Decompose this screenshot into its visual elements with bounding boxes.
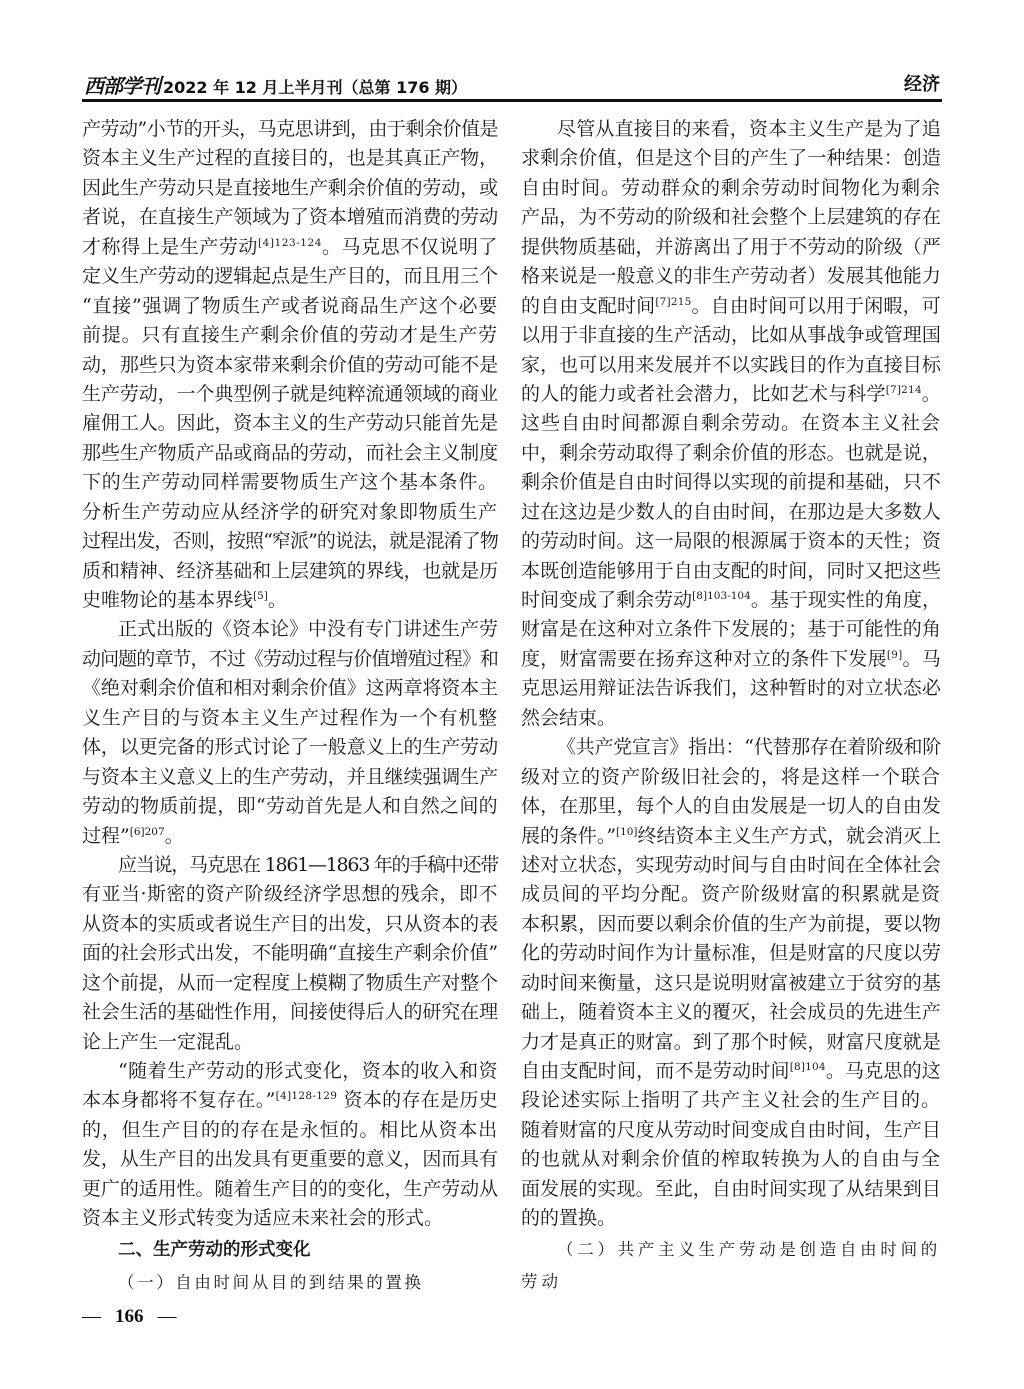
text-line (82, 527, 498, 556)
text-line-content: 论上产生一定混乱。 (82, 1030, 254, 1053)
right-column (521, 115, 941, 1297)
text-line (521, 763, 941, 792)
text-line-content: 述对立状态，实现劳动时间与自由时间在全体社会 (521, 853, 941, 876)
text-line-content: 面发展的实现。至此，自由时间实现了从结果到目 (521, 1177, 941, 1200)
text-line (521, 380, 941, 409)
text-line-content (82, 233, 498, 262)
text-line-content: （二）共产主义生产劳动是创造自由时间的 (557, 1239, 941, 1259)
text-line-content: 这些自由时间都源自剩余劳动。在资本主义社会 (521, 412, 941, 435)
text-line (521, 233, 941, 262)
text-line-content: 化的劳动时间作为计量标准，但是财富的尺度以劳 (521, 942, 941, 965)
citation-superscript: [8]103-104 (692, 590, 751, 602)
text-line-content: 的也就从对剩余价值的榨取转换为人的自由与全 (521, 1148, 941, 1171)
text-line (521, 498, 941, 527)
text-line (521, 586, 941, 615)
text-segment: 的人的能力或者社会潜力，比如艺术与科学 (521, 382, 886, 405)
text-line (521, 1175, 941, 1204)
citation-superscript: [4]128-129 (275, 1090, 338, 1103)
text-segment: 度，财富需要在扬弃这种对立的条件下发展 (521, 647, 887, 670)
text-line (521, 969, 941, 998)
text-line-content (521, 1057, 941, 1086)
text-line (521, 733, 941, 762)
text-line-content: 本积累，因而要以剩余价值的生产为前提，要以物 (521, 912, 941, 935)
text-line (521, 557, 941, 586)
text-line-content: 有亚当·斯密的资产阶级经济学思想的残余，即不 (82, 883, 498, 906)
paragraph (82, 615, 498, 851)
text-line-content: 级对立的资产阶级旧社会的，将是这样一个联合 (521, 765, 941, 788)
text-line (521, 174, 941, 203)
text-line-content: 过程出发，否则，按照“窄派”的说法，就是混淆了物 (82, 530, 498, 553)
text-line-content: 过在这边是少数人的自由时间，在那边是大多数人 (521, 500, 941, 523)
text-line-content: 从资本的实质或者说生产目的出发，只从资本的表 (82, 912, 498, 935)
text-line (521, 203, 941, 232)
text-line-content (82, 822, 184, 851)
text-line (521, 1116, 941, 1145)
text-segment: 终结资本主义生产方式，就会消灭上 (637, 824, 941, 847)
text-line (82, 674, 498, 703)
paragraph (521, 733, 941, 1233)
text-line-content: 前提。只有直接生产剩余价值的劳动才是生产劳 (82, 324, 498, 347)
text-line (521, 910, 941, 939)
text-line-content: 尽管从直接目的来看，资本主义生产是为了追 (557, 118, 941, 140)
text-line-content: 资本主义形式转变为适应未来社会的形式。 (82, 1207, 444, 1230)
text-line (521, 1145, 941, 1174)
text-line-content: 产劳动”小节的开头，马克思讲到，由于剩余价值是 (82, 118, 498, 140)
text-line-content: 动问题的章节，不过《劳动过程与价值增殖过程》和 (82, 647, 498, 670)
text-segment: 。马克思不仅说明了 (322, 235, 498, 258)
text-line (82, 1175, 498, 1204)
citation-superscript: [4]123-124 (257, 236, 322, 249)
text-line-content: 剩余价值是自由时间得以实现的前提和基础，只不 (521, 471, 941, 494)
text-line (521, 1266, 941, 1298)
text-line (521, 439, 941, 468)
text-line-content: 提供物质基础，并游离出了用于不劳动的阶级（严 (521, 235, 941, 258)
text-line-content: 与资本主义意义上的生产劳动，并且继续强调生产 (82, 765, 498, 788)
text-line (82, 880, 498, 909)
text-line (82, 1086, 498, 1115)
text-line-content (521, 586, 941, 615)
running-header (84, 70, 467, 99)
text-line (82, 203, 498, 232)
text-line-content: 生产劳动，一个典型例子就是纯粹流通领域的商业 (82, 382, 498, 405)
text-line (521, 115, 941, 144)
text-line-content: 劳动 (521, 1271, 562, 1291)
text-segment: 。 (267, 589, 287, 611)
citation-superscript: [10] (616, 825, 638, 838)
citation-superscript: [6]207 (129, 825, 165, 838)
paragraph (82, 115, 498, 615)
text-segment: 展的条件。” (521, 824, 617, 847)
paragraph (521, 115, 941, 733)
text-line-content: 随着财富的尺度从劳动时间变成自由时间，生产目 (521, 1118, 941, 1141)
text-line-content: 质和精神、经济基础和上层建筑的界线，也就是历 (82, 559, 498, 582)
citation-superscript: [7]214 (885, 383, 922, 396)
subsection-heading: （一）自由时间从目的到结果的置换 (118, 1272, 424, 1292)
text-line-content: 分析生产劳动应从经济学的研究对象即物质生产 (82, 500, 498, 523)
text-line-content: 《绝对剩余价值和相对剩余价值》这两章将资本主 (82, 677, 498, 700)
text-line (82, 233, 498, 262)
text-line (82, 439, 498, 468)
text-line (521, 321, 941, 350)
text-segment: 史唯物论的基本界线 (82, 589, 254, 611)
text-line-content: 资本主义生产过程的直接目的，也是其真正产物， (82, 147, 498, 170)
header-rule (82, 99, 942, 102)
text-line (521, 1234, 941, 1266)
left-column-body (82, 115, 498, 1234)
text-line-content: 段论述实际上指明了共产主义社会的生产目的。 (521, 1089, 941, 1112)
text-line (82, 1057, 498, 1086)
text-line (521, 262, 941, 291)
text-line (82, 792, 498, 821)
text-line (82, 1145, 498, 1174)
text-line (521, 792, 941, 821)
text-line (82, 380, 498, 409)
text-line-content (82, 586, 287, 615)
text-line-content: 社会生活的基础性作用，间接使得后人的研究在理 (82, 1001, 498, 1024)
text-segment: 。马克思的这 (825, 1060, 941, 1082)
text-line (82, 1204, 498, 1233)
paragraph (82, 851, 498, 1057)
text-line-content: 本既创造能够用于自由支配的时间，同时又把这些 (521, 559, 941, 582)
right-column-body (521, 115, 941, 1234)
text-line-content: “随着生产劳动的形式变化，资本的收入和资 (118, 1060, 498, 1082)
text-line-content: 雇佣工人。因此，资本主义的生产劳动只能首先是 (82, 412, 498, 435)
text-line (521, 527, 941, 556)
text-line (82, 292, 498, 321)
text-line-content: 克思运用辩证法告诉我们，这种暂时的对立状态必 (521, 677, 941, 700)
text-line-content: 《共产党宣言》指出：“代替那存在着阶级和阶 (557, 736, 941, 759)
text-line (82, 1116, 498, 1145)
text-segment: 。基于现实性的角度， (750, 589, 941, 611)
text-line (82, 557, 498, 586)
text-line (82, 586, 498, 615)
text-line (521, 704, 941, 733)
footer-dash-right: — (157, 1306, 177, 1327)
text-segment: 。 (921, 382, 941, 405)
text-line (82, 498, 498, 527)
text-line-content (521, 380, 941, 409)
text-line (82, 939, 498, 968)
text-line (82, 998, 498, 1027)
text-line-content: 应当说，马克思在 1861—1863 年的手稿中还带 (118, 853, 498, 876)
text-line (82, 645, 498, 674)
text-segment: 过程” (82, 824, 130, 847)
text-line (82, 822, 498, 851)
text-line-content: “直接”强调了物质生产或者说商品生产这个必要 (82, 294, 498, 317)
text-line (521, 1057, 941, 1086)
text-line (82, 851, 498, 880)
text-line (521, 851, 941, 880)
subsection-heading (521, 1234, 941, 1298)
section-heading: 二、生产劳动的形式变化 (118, 1239, 311, 1260)
text-line-content: 的劳动时间。这一局限的根源属于资本的天性；资 (521, 530, 941, 553)
text-line (521, 409, 941, 438)
text-line (521, 674, 941, 703)
text-line-content: 动时间来衡量，这只是说明财富被建立于贫穷的基 (521, 971, 941, 994)
text-line (82, 351, 498, 380)
text-line (82, 144, 498, 173)
text-segment: 本本身都将不复存在。” (82, 1089, 276, 1112)
text-line-content: 的的置换。 (521, 1207, 617, 1230)
text-segment: 的自由支配时间 (521, 294, 656, 317)
text-line-content: 然会结束。 (521, 706, 617, 729)
text-line (521, 615, 941, 644)
text-line (521, 1028, 941, 1057)
text-line-content: 者说，在直接生产领域为了资本增殖而消费的劳动 (82, 206, 498, 229)
citation-superscript: [7]215 (655, 295, 692, 308)
text-segment: 时间变成了剩余劳动 (521, 589, 693, 611)
text-line (521, 351, 941, 380)
text-line (82, 321, 498, 350)
text-line-content: 家，也可以用来发展并不以实践目的作为直接目标 (521, 353, 941, 376)
text-line-content: 定义生产劳动的逻辑起点是生产目的，而且用三个 (82, 265, 498, 288)
text-line-content: 面的社会形式出发，不能明确“直接生产剩余价值” (82, 942, 498, 965)
text-line-content: 础上，随着资本主义的覆灭，社会成员的先进生产 (521, 1001, 941, 1024)
text-segment: 。马 (902, 647, 941, 670)
text-line (521, 880, 941, 909)
text-line-content: 下的生产劳动同样需要物质生产这个基本条件。 (82, 471, 498, 494)
text-line-content: 这个前提，从而一定程度上模糊了物质生产对整个 (82, 971, 498, 994)
text-line (82, 763, 498, 792)
text-line (521, 144, 941, 173)
text-line (521, 939, 941, 968)
text-segment: 才称得上是生产劳动 (82, 235, 258, 258)
text-line (82, 1028, 498, 1057)
journal-logo: 西部学刊 (84, 74, 160, 98)
issue-info: 2022 年 12 月上半月刊（总第 176 期） (163, 78, 468, 97)
text-line (82, 910, 498, 939)
text-line-content: 自由时间。劳动群众的剩余劳动时间物化为剩余 (521, 176, 941, 199)
text-line (82, 174, 498, 203)
text-line-content: 体，在那里，每个人的自由发展是一切人的自由发 (521, 795, 941, 818)
paragraph (82, 1057, 498, 1234)
text-line (521, 998, 941, 1027)
text-line-content: 更广的适用性。随着生产目的的变化，生产劳动从 (82, 1177, 498, 1200)
text-line (521, 1086, 941, 1115)
text-line-content: 正式出版的《资本论》中没有专门讲述生产劳 (118, 618, 498, 641)
text-line-content: 中，剩余劳动取得了剩余价值的形态。也就是说， (521, 441, 941, 464)
text-line-content: 义生产目的与资本主义生产过程作为一个有机整 (82, 706, 498, 729)
text-line (82, 409, 498, 438)
text-line-content: 产品，为不劳动的阶级和社会整个上层建筑的存在 (521, 206, 941, 229)
text-segment: 自由支配时间，而不是劳动时间 (521, 1060, 790, 1082)
text-segment: 资本的存在是历史 (337, 1089, 498, 1112)
text-line-content: 力才是真正的财富。到了那个时候，财富尺度就是 (521, 1030, 941, 1053)
text-line-content: 求剩余价值，但是这个目的产生了一种结果：创造 (521, 147, 941, 170)
text-line-content: 发，从生产目的出发具有更重要的意义，因而具有 (82, 1148, 498, 1171)
text-segment: 。 (164, 824, 184, 847)
text-line-content: 体，以更完备的形式讨论了一般意义上的生产劳动 (82, 736, 498, 759)
text-line (82, 615, 498, 644)
section-label: 经济 (904, 74, 940, 95)
text-line (521, 468, 941, 497)
page-footer (82, 1306, 177, 1328)
text-line-content: 的，但生产目的的存在是永恒的。相比从资本出 (82, 1118, 498, 1141)
text-line-content (521, 822, 941, 851)
text-line (82, 704, 498, 733)
text-line (82, 969, 498, 998)
footer-dash-left: — (82, 1306, 101, 1327)
text-line-content (521, 292, 941, 321)
citation-superscript: [9] (886, 648, 903, 661)
text-line-content (521, 645, 941, 674)
text-line (82, 115, 498, 144)
text-line-content: 劳动的物质前提，即“劳动首先是人和自然之间的 (82, 795, 498, 818)
text-line (521, 292, 941, 321)
text-line-content (82, 1086, 498, 1115)
left-column (82, 115, 498, 1299)
citation-superscript: [5] (253, 590, 268, 602)
text-line-content: 成员间的平均分配。资产阶级财富的积累就是资 (521, 883, 941, 906)
citation-superscript: [8]104 (789, 1061, 826, 1073)
text-line-content: 以用于非直接的生产活动，比如从事战争或管理国 (521, 324, 941, 347)
text-line (521, 1204, 941, 1233)
text-line (521, 645, 941, 674)
text-line (82, 733, 498, 762)
text-line (82, 468, 498, 497)
text-line-content: 因此生产劳动只是直接地生产剩余价值的劳动，或 (82, 176, 498, 199)
text-line-content: 财富是在这种对立条件下发展的；基于可能性的角 (521, 618, 941, 641)
text-line-content: 那些生产物质产品或商品的劳动，而社会主义制度 (82, 441, 498, 464)
text-segment: 。自由时间可以用于闲暇，可 (691, 294, 941, 317)
text-line-content: 格来说是一般意义的非生产劳动者）发展其他能力 (521, 265, 941, 288)
text-line-content: 动，那些只为资本家带来剩余价值的劳动可能不是 (82, 353, 498, 376)
page-number: 166 (115, 1306, 144, 1327)
text-line (521, 822, 941, 851)
text-line (82, 262, 498, 291)
